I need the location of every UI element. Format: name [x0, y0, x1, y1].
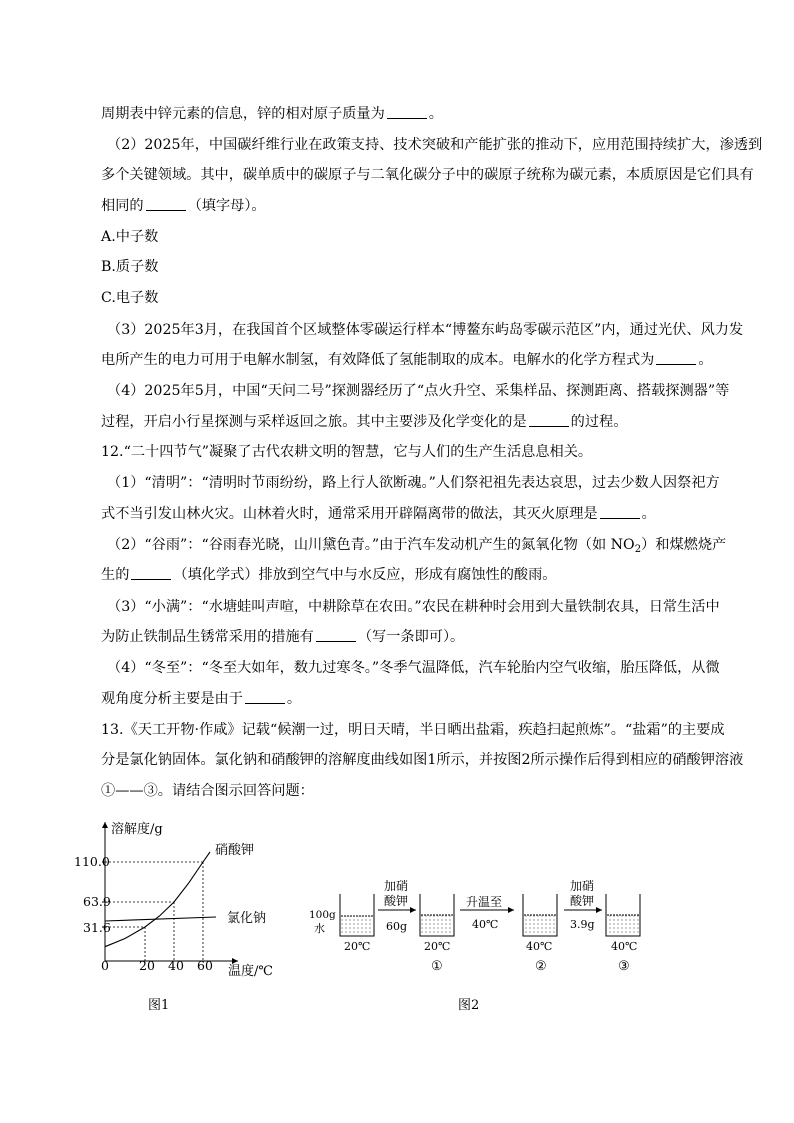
option-b: B.质子数 — [101, 259, 159, 275]
text: 观角度分析主要是由于 — [101, 691, 243, 707]
q12-p3-line2 — [101, 627, 464, 647]
q11-p3-line2 — [101, 350, 713, 370]
text: （2）“谷雨”：“谷雨春光晓，山川黛色青。”由于汽车发动机产生的氮氧化物（如 NO — [107, 537, 635, 553]
option-c: C.电子数 — [101, 290, 159, 306]
step1-amount: 60g — [386, 920, 408, 933]
q12-p4-line2 — [101, 689, 301, 709]
text: （填化学式）排放到空气中与水反应，形成有腐蚀性的酸雨。 — [173, 567, 557, 583]
y-axis-label: 溶解度/g — [111, 822, 163, 837]
text: 过程，开启小行星探测与采样返回之旅。其中主要涉及化学变化的是 — [101, 414, 527, 430]
step3-label-mid: 酸钾 — [570, 894, 595, 908]
text: 为防止铁制品生锈常采用的措施有 — [101, 629, 314, 645]
fig2-caption: 图2 — [458, 998, 480, 1013]
q13-line2: 分是氯化钠固体。氯化钠和硝酸钾的溶解度曲线如图1所示，并按图2所示操作后得到相应的硝酸钾溶液 — [101, 752, 744, 768]
text: 周期表中锌元素的信息，锌的相对原子质量为 — [101, 106, 385, 122]
temp-label: 40℃ — [526, 940, 553, 953]
step3-amount: 3.9g — [570, 918, 595, 931]
kno3-curve-label: 硝酸钾 — [215, 843, 255, 858]
x-tick-label: 0 — [101, 958, 109, 973]
y-tick-label: 63.9 — [83, 894, 111, 909]
text: 。 — [641, 506, 656, 522]
text: 相同的 — [101, 198, 144, 214]
answer-blank — [131, 567, 171, 580]
beaker-2 — [523, 894, 557, 936]
q12-p2-line2 — [101, 565, 556, 585]
temp-label: 20℃ — [424, 940, 451, 953]
option-a: A.中子数 — [101, 229, 159, 245]
q12-title: 12.“二十四节气”凝聚了古代农耕文明的智慧，它与人们的生产生活息息相关。 — [101, 444, 593, 460]
nacl-curve — [105, 917, 216, 921]
answer-blank — [656, 352, 696, 365]
q12-p1-line2 — [101, 504, 656, 524]
x-tick-label: 20 — [139, 958, 155, 973]
nacl-curve-label: 氯化钠 — [227, 911, 267, 926]
text: 电所产生的电力可用于电解水制氢，有效降低了氢能制取的成本。电解水的化学方程式为 — [101, 352, 655, 368]
text: （写一条即可）。 — [357, 629, 465, 645]
answer-blank — [316, 629, 356, 642]
answer-blank — [146, 198, 186, 211]
q11-p2-line1: （2）2025年，中国碳纤维行业在政策支持、技术突破和产能扩张的推动下，应用范围持续扩大，渗透到 — [107, 137, 763, 153]
answer-blank — [387, 106, 427, 119]
answer-blank — [529, 414, 569, 427]
subscript: 2 — [634, 544, 642, 555]
q12-p1-line1: （1）“清明”：“清明时节雨纷纷，路上行人欲断魂。”人们祭祀祖先表达哀思，过去少数人因祭祀方 — [107, 475, 720, 491]
q11-p3-line1: （3）2025年3月，在我国首个区域整体零碳运行样本“博鳌东屿岛零碳示范区”内，通过光伏、风力发 — [107, 322, 744, 338]
text: 。 — [698, 352, 713, 368]
text: ）和煤燃烧产 — [641, 537, 727, 553]
beaker-3 — [606, 894, 640, 936]
solution-label: ③ — [618, 959, 630, 974]
q12-p3-line1: （3）“小满”：“水塘蛙叫声喧，中耕除草在农田。”农民在耕种时会用到大量铁制农具，日常生活中 — [107, 599, 720, 615]
q13-line3: ①——③。请结合图示回答问题： — [101, 783, 314, 799]
answer-blank — [245, 691, 285, 704]
q11-p4-line1: （4）2025年5月，中国“天问二号”探测器经历了“点火升空、采集样品、探测距离、搭载探测器”等 — [107, 383, 730, 399]
q12-p2-line1 — [107, 535, 726, 560]
q12-p4-line1: （4）“冬至”：“冬至大如年，数九过寒冬。”冬季气温降低，汽车轮胎内空气收缩，胎压降低，从微 — [107, 660, 720, 676]
q13-line1: 13.《天工开物·作咸》记载“候潮一过，明日天晴，半日晒出盐霜，疾趋扫起煎炼”。“盐霜”的主要成 — [101, 722, 725, 738]
step1-label-top: 加硝 — [384, 879, 409, 893]
beaker-1 — [420, 894, 454, 936]
q11-p4-line2 — [101, 412, 627, 432]
step1-label-mid: 酸钾 — [384, 894, 409, 908]
solubility-chart — [60, 815, 310, 1020]
text: 生的 — [101, 567, 130, 583]
q11-line-zinc — [101, 104, 443, 124]
kno3-curve — [105, 852, 210, 947]
x-tick-label: 60 — [197, 958, 213, 973]
water-label: 水 — [314, 922, 325, 935]
step3-label-top: 加硝 — [570, 879, 595, 893]
text: 式不当引发山林火灾。山林着火时，通常采用开辟隔离带的做法，其灭火原理是 — [101, 506, 598, 522]
y-tick-label: 31.6 — [83, 920, 111, 935]
x-tick-label: 40 — [168, 958, 184, 973]
q11-p2-line2: 多个关键领域。其中，碳单质中的碳原子与二氧化碳分子中的碳原子统称为碳元素，本质原因是它们具有 — [101, 167, 754, 183]
x-axis-label: 温度/℃ — [228, 964, 273, 979]
y-tick-label: 110.0 — [74, 854, 110, 869]
experiment-diagram — [300, 870, 650, 980]
beaker-initial — [340, 894, 374, 936]
step2-amount: 40℃ — [472, 918, 499, 931]
temp-label: 40℃ — [611, 940, 638, 953]
text: 。 — [428, 106, 443, 122]
solution-label: ② — [535, 959, 547, 974]
text: （填字母）。 — [187, 198, 266, 214]
water-mass-label: 100g — [309, 909, 336, 921]
solution-label: ① — [431, 959, 443, 974]
q11-p2-line3 — [101, 196, 266, 216]
text: 的过程。 — [570, 414, 628, 430]
text: 。 — [286, 691, 302, 707]
answer-blank — [600, 506, 640, 519]
step2-label: 升温至 — [466, 895, 503, 909]
fig1-caption: 图1 — [148, 998, 170, 1013]
temp-label: 20℃ — [344, 940, 371, 953]
